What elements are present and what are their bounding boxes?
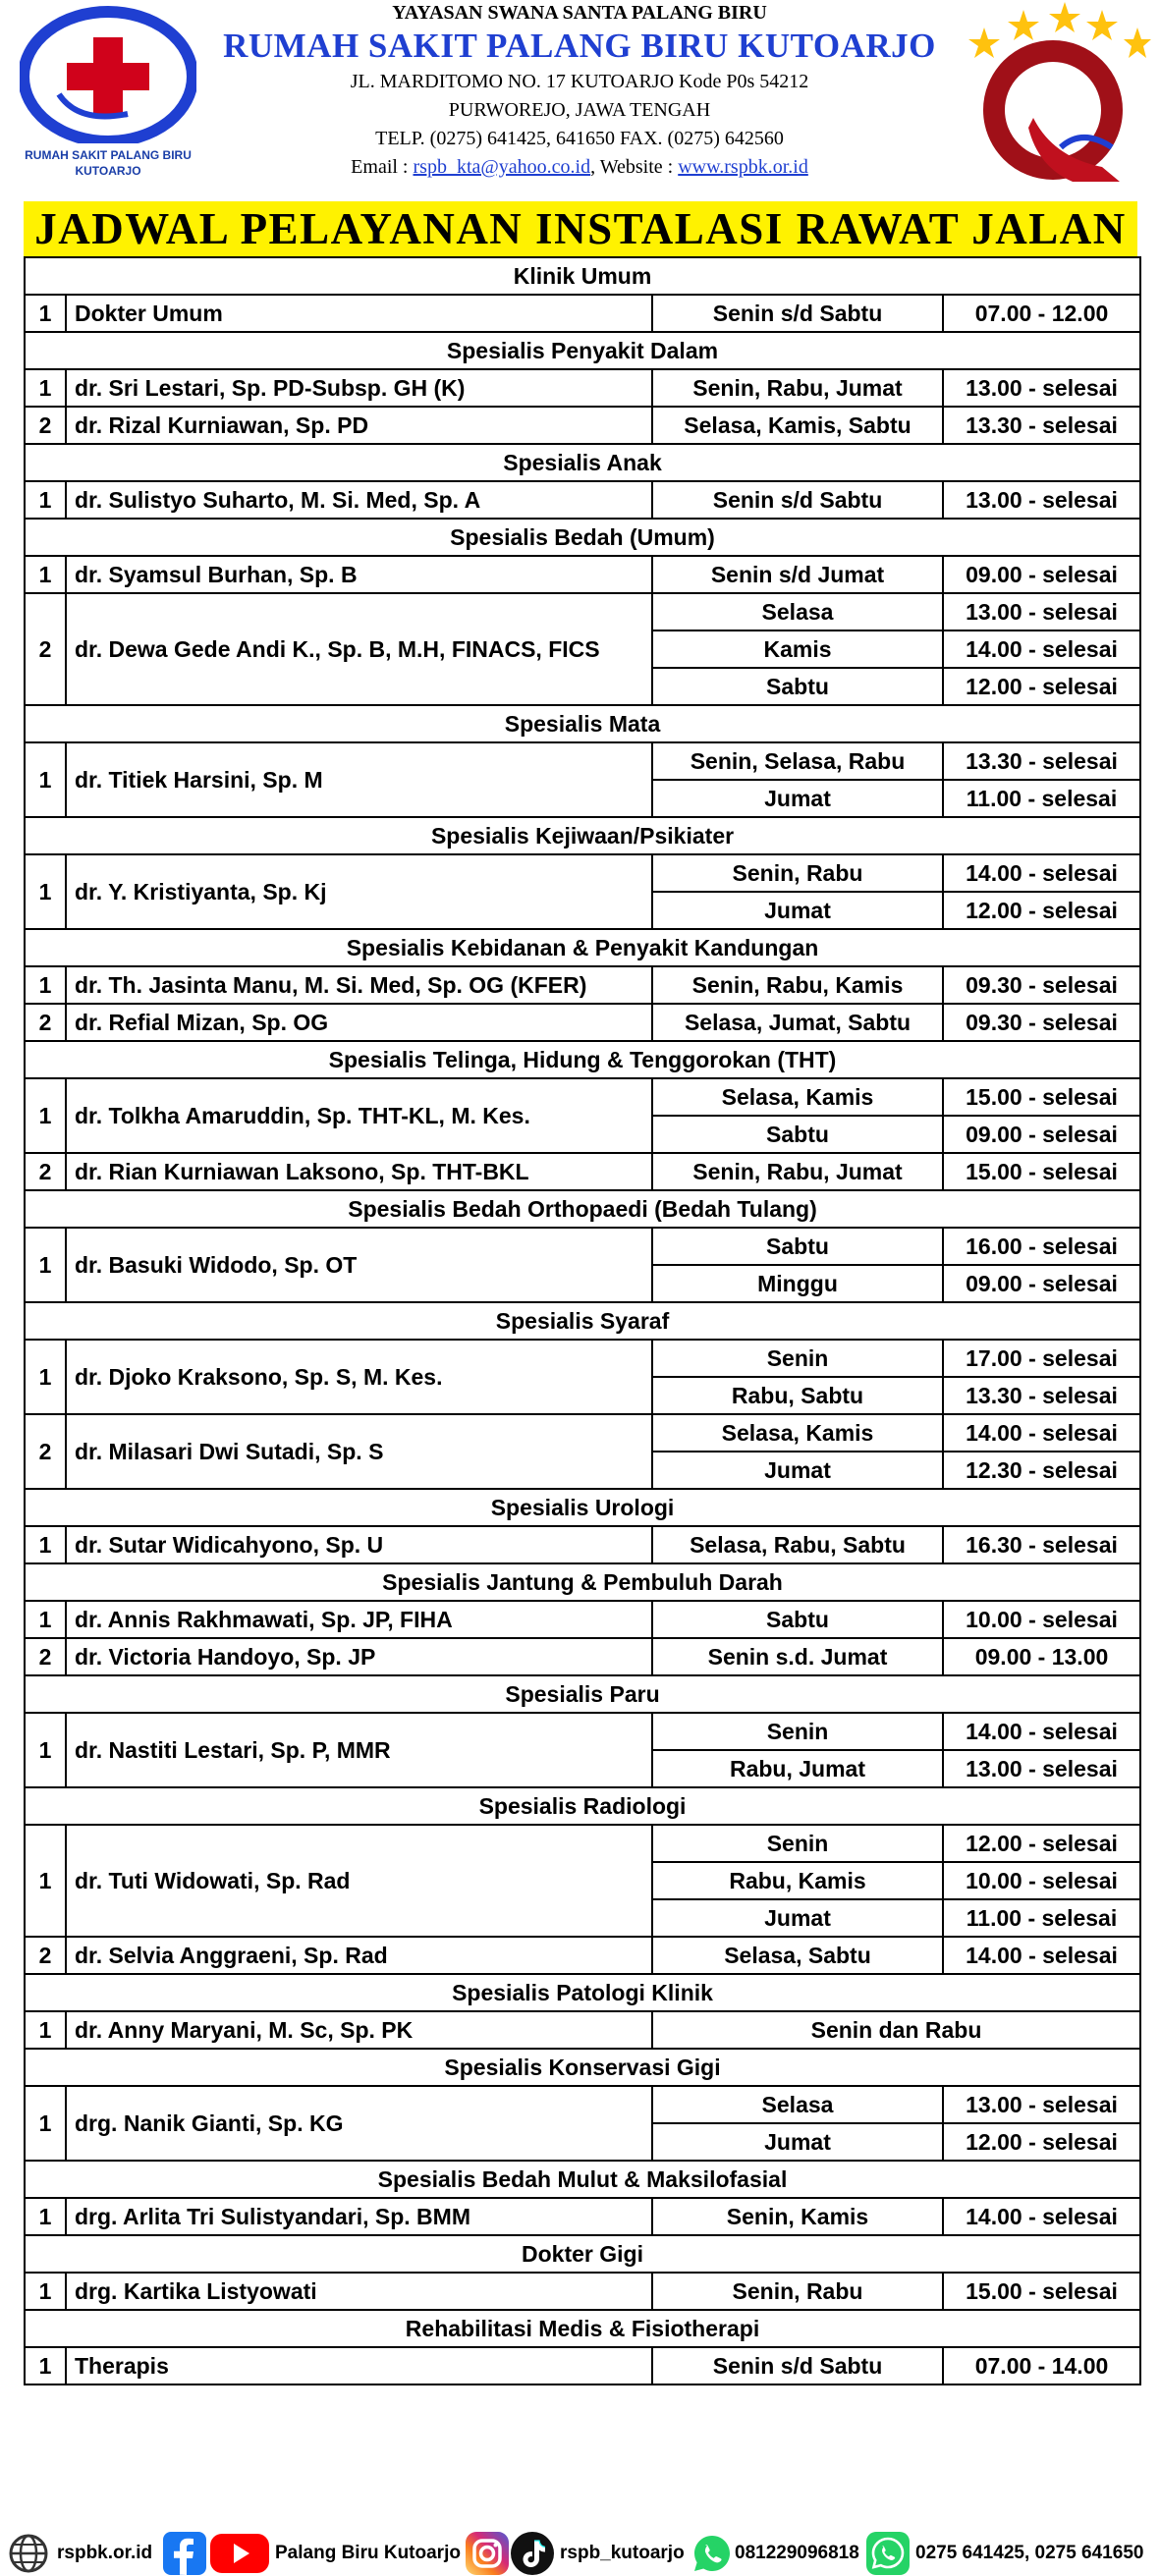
facebook-icon — [163, 2530, 206, 2576]
hospital-logo — [12, 6, 204, 181]
schedule-day: Jumat — [652, 2123, 943, 2161]
doctor-name: dr. Rizal Kurniawan, Sp. PD — [66, 407, 652, 444]
section-header-row — [25, 332, 1140, 369]
schedule-day: Senin s/d Sabtu — [652, 295, 943, 332]
footer-whatsapp-number[interactable]: 081229096818 — [735, 2543, 859, 2563]
schedule-day: Rabu, Sabtu — [652, 1377, 943, 1414]
schedule-time: 16.00 - selesai — [943, 1228, 1140, 1265]
schedule-day: Senin — [652, 1825, 943, 1862]
doctor-number: 1 — [25, 1601, 66, 1638]
schedule-time: 12.00 - selesai — [943, 1825, 1140, 1862]
schedule-day: Senin, Kamis — [652, 2198, 943, 2235]
doctor-number: 1 — [25, 556, 66, 593]
doctor-number: 1 — [25, 1078, 66, 1153]
table-row — [25, 1004, 1140, 1041]
section-header-row — [25, 2310, 1140, 2347]
schedule-time: 13.30 - selesai — [943, 407, 1140, 444]
schedule-day: Selasa — [652, 2086, 943, 2123]
doctor-name: drg. Arlita Tri Sulistyandari, Sp. BMM — [66, 2198, 652, 2235]
schedule-time: 07.00 - 14.00 — [943, 2347, 1140, 2384]
table-row — [25, 1414, 1140, 1452]
doctor-name: dr. Dewa Gede Andi K., Sp. B, M.H, FINACS, FICS — [66, 593, 652, 705]
schedule-time: 14.00 - selesai — [943, 854, 1140, 892]
table-row — [25, 556, 1140, 593]
doctor-number: 1 — [25, 1340, 66, 1414]
doctor-name: dr. Tuti Widowati, Sp. Rad — [66, 1825, 652, 1937]
schedule-day: Senin s/d Sabtu — [652, 481, 943, 519]
schedule-time: 13.30 - selesai — [943, 742, 1140, 780]
doctor-name: dr. Nastiti Lestari, Sp. P, MMR — [66, 1713, 652, 1787]
schedule-day: Senin, Rabu — [652, 854, 943, 892]
doctor-name: dr. Th. Jasinta Manu, M. Si. Med, Sp. OG (KFER) — [66, 966, 652, 1004]
doctor-number: 1 — [25, 1526, 66, 1563]
table-row — [25, 2347, 1140, 2384]
email-link[interactable]: rspb_kta@yahoo.co.id — [413, 156, 591, 178]
schedule-time: 09.00 - selesai — [943, 1265, 1140, 1302]
letterhead — [0, 0, 1160, 199]
schedule-day: Jumat — [652, 780, 943, 817]
footer-contact-bar — [0, 2530, 1160, 2576]
footer-website[interactable]: rspbk.or.id — [57, 2543, 153, 2563]
schedule-day: Senin s/d Sabtu — [652, 2347, 943, 2384]
tiktok-icon — [511, 2530, 554, 2576]
section-title: Spesialis Telinga, Hidung & Tenggorokan (THT) — [25, 1041, 1140, 1078]
website-label: , Website : — [590, 156, 679, 178]
doctor-number: 2 — [25, 1153, 66, 1190]
schedule-day: Senin, Rabu, Jumat — [652, 1153, 943, 1190]
schedule-day: Senin s.d. Jumat — [652, 1638, 943, 1675]
table-row — [25, 2273, 1140, 2310]
section-title: Spesialis Kejiwaan/Psikiater — [25, 817, 1140, 854]
schedule-time: 14.00 - selesai — [943, 1414, 1140, 1452]
schedule-time: 09.00 - 13.00 — [943, 1638, 1140, 1675]
schedule-day: Senin, Rabu, Jumat — [652, 369, 943, 407]
footer-phones[interactable]: 0275 641425, 0275 641650 — [915, 2543, 1144, 2563]
section-title: Spesialis Mata — [25, 705, 1140, 742]
table-row — [25, 1340, 1140, 1377]
doctor-number: 1 — [25, 1713, 66, 1787]
schedule-day: Sabtu — [652, 668, 943, 705]
schedule-time: 14.00 - selesai — [943, 630, 1140, 668]
schedule-day: Selasa — [652, 593, 943, 630]
schedule-day: Senin — [652, 1713, 943, 1750]
schedule-time: 07.00 - 12.00 — [943, 295, 1140, 332]
doctor-number: 1 — [25, 2347, 66, 2384]
doctor-name: dr. Basuki Widodo, Sp. OT — [66, 1228, 652, 1302]
doctor-number: 1 — [25, 295, 66, 332]
doctor-number: 1 — [25, 966, 66, 1004]
doctor-name: Therapis — [66, 2347, 652, 2384]
table-row — [25, 295, 1140, 332]
doctor-name: dr. Djoko Kraksono, Sp. S, M. Kes. — [66, 1340, 652, 1414]
doctor-name: dr. Selvia Anggraeni, Sp. Rad — [66, 1937, 652, 1974]
doctor-number: 2 — [25, 1638, 66, 1675]
doctor-name: dr. Sutar Widicahyono, Sp. U — [66, 1526, 652, 1563]
schedule-time: 12.00 - selesai — [943, 892, 1140, 929]
table-row — [25, 1526, 1140, 1563]
section-header-row — [25, 2235, 1140, 2273]
table-row — [25, 407, 1140, 444]
schedule-day: Rabu, Kamis — [652, 1862, 943, 1899]
title-band — [24, 201, 1137, 256]
section-header-row — [25, 1041, 1140, 1078]
table-row — [25, 1825, 1140, 1862]
schedule-day: Senin s/d Jumat — [652, 556, 943, 593]
schedule-day: Senin, Rabu — [652, 2273, 943, 2310]
schedule-day: Selasa, Sabtu — [652, 1937, 943, 1974]
section-title: Spesialis Jantung & Pembuluh Darah — [25, 1563, 1140, 1601]
doctor-name: dr. Milasari Dwi Sutadi, Sp. S — [66, 1414, 652, 1489]
schedule-time: 11.00 - selesai — [943, 780, 1140, 817]
section-header-row — [25, 1787, 1140, 1825]
schedule-time: 14.00 - selesai — [943, 1937, 1140, 1974]
table-row — [25, 966, 1140, 1004]
schedule-time: 15.00 - selesai — [943, 2273, 1140, 2310]
schedule-day: Minggu — [652, 1265, 943, 1302]
foundation-name: YAYASAN SWANA SANTA PALANG BIRU — [392, 2, 767, 24]
section-header-row — [25, 1675, 1140, 1713]
schedule-time: 12.00 - selesai — [943, 2123, 1140, 2161]
table-row — [25, 1228, 1140, 1265]
address-line2: PURWOREJO, JAWA TENGAH — [448, 99, 711, 121]
doctor-name: dr. Y. Kristiyanta, Sp. Kj — [66, 854, 652, 929]
schedule-time: 13.00 - selesai — [943, 2086, 1140, 2123]
doctor-number: 2 — [25, 1004, 66, 1041]
doctor-name: dr. Titiek Harsini, Sp. M — [66, 742, 652, 817]
email-label: Email : — [351, 156, 414, 178]
doctor-name: Dokter Umum — [66, 295, 652, 332]
table-row — [25, 1601, 1140, 1638]
globe-icon — [8, 2530, 49, 2576]
section-header-row — [25, 2049, 1140, 2086]
hospital-name: RUMAH SAKIT PALANG BIRU KUTOARJO — [223, 27, 936, 65]
section-header-row — [25, 1190, 1140, 1228]
schedule-table — [24, 256, 1141, 2385]
section-title: Spesialis Bedah Mulut & Maksilofasial — [25, 2161, 1140, 2198]
footer-social-handle[interactable]: rspb_kutoarjo — [560, 2543, 685, 2563]
schedule-time: 14.00 - selesai — [943, 2198, 1140, 2235]
table-row — [25, 1937, 1140, 1974]
schedule-day: Selasa, Jumat, Sabtu — [652, 1004, 943, 1041]
schedule-day: Sabtu — [652, 1116, 943, 1153]
section-title: Spesialis Penyakit Dalam — [25, 332, 1140, 369]
doctor-name: dr. Anny Maryani, M. Sc, Sp. PK — [66, 2011, 652, 2049]
logo-text-line2: KUTOARJO — [75, 164, 141, 178]
table-row — [25, 1078, 1140, 1116]
schedule-time: 12.00 - selesai — [943, 668, 1140, 705]
schedule-time: 13.00 - selesai — [943, 1750, 1140, 1787]
schedule-time: 13.00 - selesai — [943, 369, 1140, 407]
table-row — [25, 369, 1140, 407]
section-title: Spesialis Kebidanan & Penyakit Kandungan — [25, 929, 1140, 966]
schedule-day: Selasa, Kamis, Sabtu — [652, 407, 943, 444]
section-header-row — [25, 929, 1140, 966]
doctor-number: 1 — [25, 2198, 66, 2235]
blue-cross-logo-icon — [20, 6, 196, 143]
schedule-day: Selasa, Kamis — [652, 1414, 943, 1452]
whatsapp-icon — [691, 2530, 733, 2576]
table-row — [25, 1638, 1140, 1675]
schedule-time: 10.00 - selesai — [943, 1601, 1140, 1638]
footer-social-name[interactable]: Palang Biru Kutoarjo — [275, 2543, 461, 2563]
doctor-number: 1 — [25, 2011, 66, 2049]
section-title: Spesialis Radiologi — [25, 1787, 1140, 1825]
table-row — [25, 593, 1140, 630]
schedule-time: 13.00 - selesai — [943, 593, 1140, 630]
section-title: Spesialis Urologi — [25, 1489, 1140, 1526]
doctor-number: 2 — [25, 593, 66, 705]
schedule-time: 09.30 - selesai — [943, 1004, 1140, 1041]
schedule-time: 12.30 - selesai — [943, 1452, 1140, 1489]
section-title: Dokter Gigi — [25, 2235, 1140, 2273]
phone-line: TELP. (0275) 641425, 641650 FAX. (0275) 642560 — [375, 128, 784, 149]
section-header-row — [25, 257, 1140, 295]
quality-logo — [955, 0, 1151, 196]
doctor-number: 1 — [25, 854, 66, 929]
section-header-row — [25, 1563, 1140, 1601]
schedule-time: 11.00 - selesai — [943, 1899, 1140, 1937]
doctor-name: dr. Syamsul Burhan, Sp. B — [66, 556, 652, 593]
schedule-time: 10.00 - selesai — [943, 1862, 1140, 1899]
whatsapp-icon — [866, 2530, 910, 2576]
contact-line — [206, 153, 953, 182]
table-row — [25, 2011, 1140, 2049]
section-title: Spesialis Paru — [25, 1675, 1140, 1713]
section-header-row — [25, 1974, 1140, 2011]
doctor-number: 1 — [25, 2086, 66, 2161]
schedule-day: Selasa, Rabu, Sabtu — [652, 1526, 943, 1563]
doctor-number: 1 — [25, 2273, 66, 2310]
doctor-number: 1 — [25, 1228, 66, 1302]
section-title: Spesialis Syaraf — [25, 1302, 1140, 1340]
section-title: Spesialis Bedah Orthopaedi (Bedah Tulang) — [25, 1190, 1140, 1228]
schedule-day: Senin, Rabu, Kamis — [652, 966, 943, 1004]
star-quality-logo-icon — [955, 0, 1151, 196]
section-title: Spesialis Patologi Klinik — [25, 1974, 1140, 2011]
schedule-day: Rabu, Jumat — [652, 1750, 943, 1787]
schedule-time: 15.00 - selesai — [943, 1153, 1140, 1190]
doctor-name: drg. Nanik Gianti, Sp. KG — [66, 2086, 652, 2161]
schedule-time: 17.00 - selesai — [943, 1340, 1140, 1377]
schedule-day: Jumat — [652, 1899, 943, 1937]
schedule-day: Kamis — [652, 630, 943, 668]
schedule-day: Selasa, Kamis — [652, 1078, 943, 1116]
doctor-name: dr. Tolkha Amaruddin, Sp. THT-KL, M. Kes. — [66, 1078, 652, 1153]
address-line1: JL. MARDITOMO NO. 17 KUTOARJO Kode P0s 54212 — [350, 71, 809, 92]
section-header-row — [25, 444, 1140, 481]
doctor-number: 1 — [25, 481, 66, 519]
schedule-time: 09.30 - selesai — [943, 966, 1140, 1004]
doctor-name: dr. Rian Kurniawan Laksono, Sp. THT-BKL — [66, 1153, 652, 1190]
table-row — [25, 1713, 1140, 1750]
doctor-number: 1 — [25, 369, 66, 407]
table-row — [25, 481, 1140, 519]
website-link[interactable]: www.rspbk.or.id — [678, 156, 808, 178]
doctor-name: dr. Victoria Handoyo, Sp. JP — [66, 1638, 652, 1675]
schedule-time: 13.30 - selesai — [943, 1377, 1140, 1414]
section-title: Spesialis Anak — [25, 444, 1140, 481]
doctor-name: dr. Sulistyo Suharto, M. Si. Med, Sp. A — [66, 481, 652, 519]
schedule-day: Sabtu — [652, 1228, 943, 1265]
table-row — [25, 2086, 1140, 2123]
youtube-icon — [210, 2530, 269, 2576]
table-row — [25, 742, 1140, 780]
schedule-day: Jumat — [652, 1452, 943, 1489]
schedule-time: 09.00 - selesai — [943, 556, 1140, 593]
doctor-number: 2 — [25, 407, 66, 444]
doctor-name: dr. Annis Rakhmawati, Sp. JP, FIHA — [66, 1601, 652, 1638]
table-row — [25, 2198, 1140, 2235]
section-header-row — [25, 817, 1140, 854]
schedule-time: 15.00 - selesai — [943, 1078, 1140, 1116]
section-title: Klinik Umum — [25, 257, 1140, 295]
schedule-day: Senin — [652, 1340, 943, 1377]
doctor-number: 1 — [25, 742, 66, 817]
doctor-number: 2 — [25, 1937, 66, 1974]
doctor-name: dr. Refial Mizan, Sp. OG — [66, 1004, 652, 1041]
section-title: Rehabilitasi Medis & Fisiotherapi — [25, 2310, 1140, 2347]
schedule-day: Senin dan Rabu — [652, 2011, 1140, 2049]
schedule-day: Senin, Selasa, Rabu — [652, 742, 943, 780]
table-row — [25, 1153, 1140, 1190]
schedule-time: 14.00 - selesai — [943, 1713, 1140, 1750]
page-title: JADWAL PELAYANAN INSTALASI RAWAT JALAN — [34, 204, 1127, 253]
section-title: Spesialis Bedah (Umum) — [25, 519, 1140, 556]
schedule-time: 16.30 - selesai — [943, 1526, 1140, 1563]
instagram-icon — [466, 2530, 509, 2576]
doctor-number: 2 — [25, 1414, 66, 1489]
section-title: Spesialis Konservasi Gigi — [25, 2049, 1140, 2086]
schedule-time: 13.00 - selesai — [943, 481, 1140, 519]
doctor-name: drg. Kartika Listyowati — [66, 2273, 652, 2310]
section-header-row — [25, 519, 1140, 556]
schedule-time: 09.00 - selesai — [943, 1116, 1140, 1153]
logo-text-line1: RUMAH SAKIT PALANG BIRU — [25, 148, 192, 162]
doctor-name: dr. Sri Lestari, Sp. PD-Subsp. GH (K) — [66, 369, 652, 407]
section-header-row — [25, 705, 1140, 742]
section-header-row — [25, 2161, 1140, 2198]
schedule-day: Jumat — [652, 892, 943, 929]
section-header-row — [25, 1489, 1140, 1526]
section-header-row — [25, 1302, 1140, 1340]
doctor-number: 1 — [25, 1825, 66, 1937]
schedule-day: Sabtu — [652, 1601, 943, 1638]
table-row — [25, 854, 1140, 892]
